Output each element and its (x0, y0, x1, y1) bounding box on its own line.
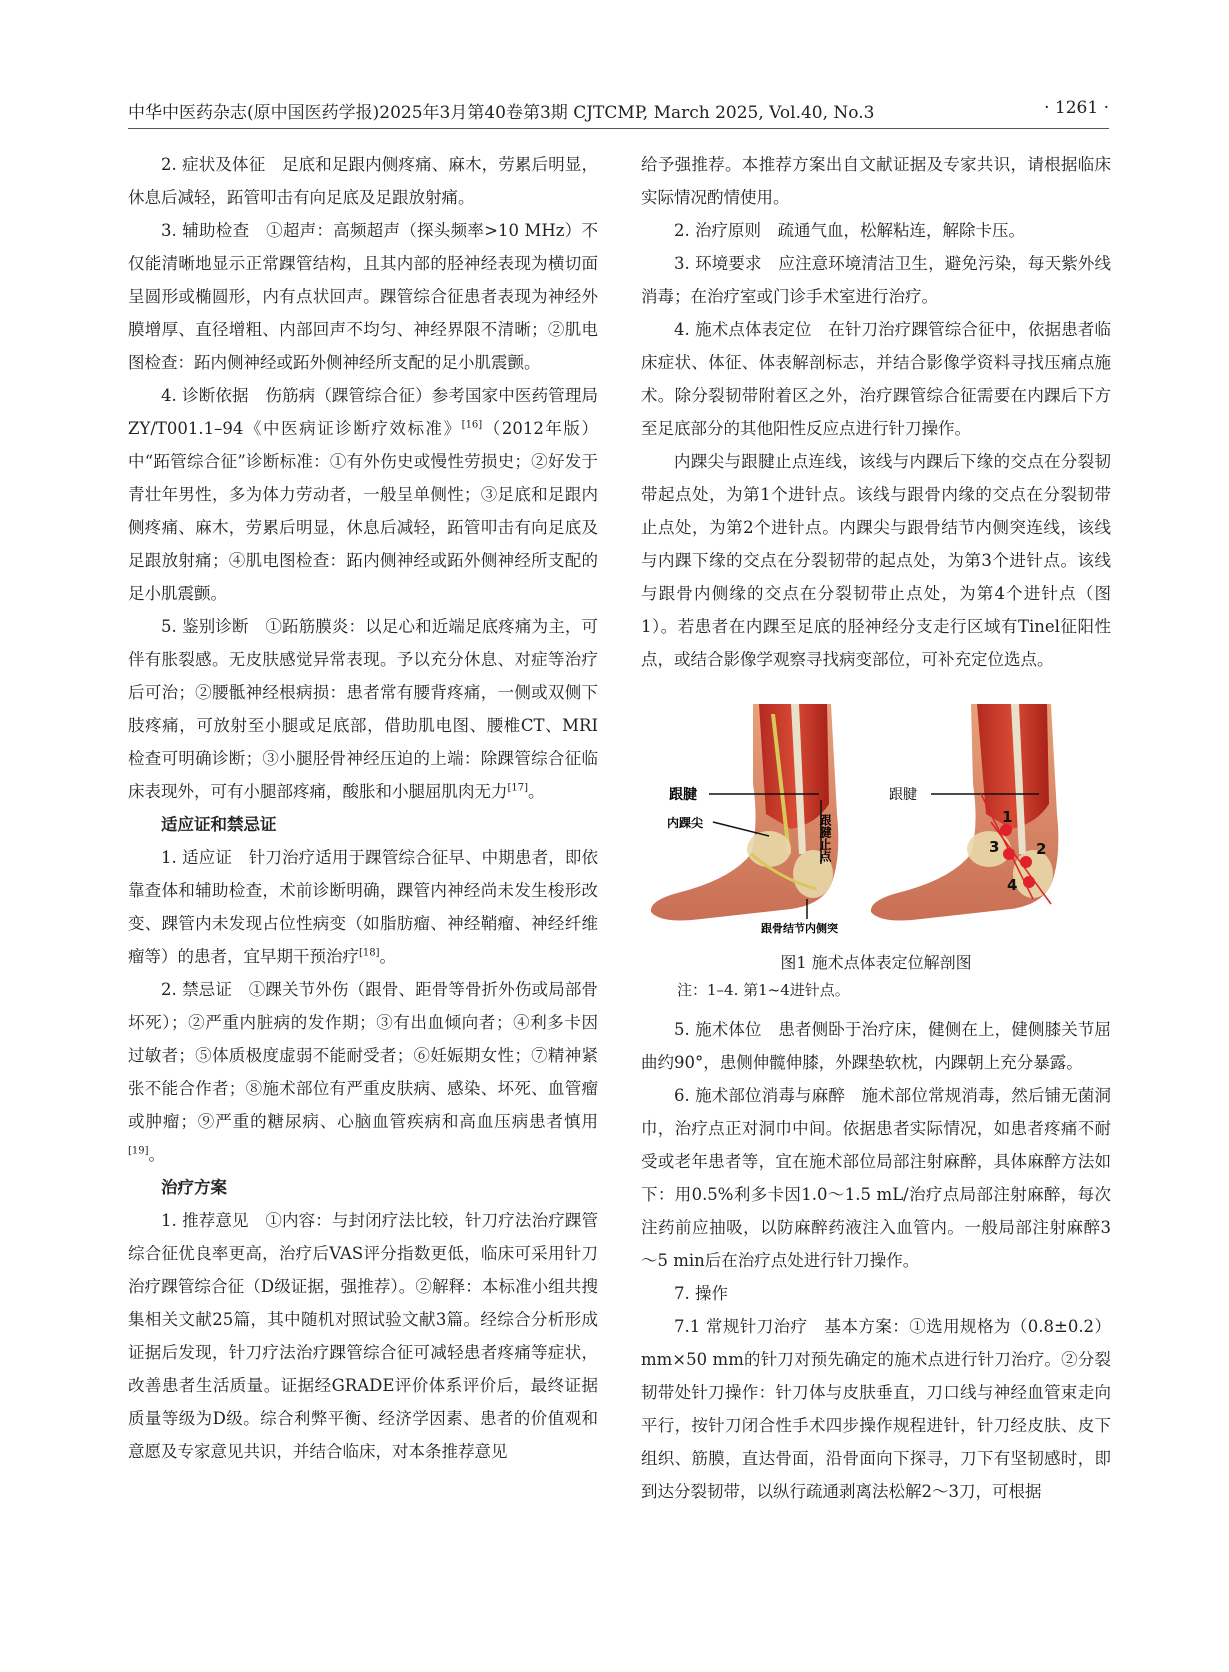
running-header (128, 96, 1109, 129)
right-column (641, 148, 1111, 1508)
paragraph-text: ①超声：高频超声（探头频率>10 MHz）不仅能清晰地显示正常踝管结构，且其内部的胫神经表现为横切面呈圆形或椭圆形，内有点状回声。踝管综合征患者表现为神经外膜增厚、直径增粗、内部回声不均匀、神经界限不清晰；②肌电图检查：跖内侧神经或跖外侧神经所支配的足小肌震颤。 (128, 221, 598, 372)
paragraph-lead: 4. 施术点体表定位 (674, 320, 829, 339)
left-column (128, 148, 598, 1468)
label-point-2: 2 (1036, 840, 1047, 858)
paragraph-text: 针刀治疗适用于踝管综合征早、中期患者，即依靠查体和辅助检查，术前诊断明确，踝管内神经尚未发生梭形改变、踝管内未发现占位性病变（如脂肪瘤、神经鞘瘤、神经纤维瘤等）的患者，宜早期干预治疗 (128, 848, 599, 966)
paragraph-text: 。 (148, 1145, 166, 1164)
paragraph-lead: 2. 症状及体征 (161, 155, 282, 174)
paragraph (128, 214, 598, 379)
paragraph (641, 247, 1111, 313)
paragraph (641, 1277, 1111, 1310)
paragraph (641, 214, 1111, 247)
label-achilles-right: 跟腱 (889, 787, 917, 803)
journal-citation: 中华中医药杂志(原中国医药学报)2025年3月第40卷第3期 CJTCMP, March 2025, Vol.40, No.3 (128, 103, 875, 123)
paragraph-text: 足底和足跟内侧疼痛、麻木，劳累后明显，休息后减轻，跖管叩击有向足底及足跟放射痛。 (128, 155, 598, 207)
section-heading: 治疗方案 (161, 1178, 227, 1197)
paragraph-text: （2012年版）中“跖管综合征”诊断标准：①有外伤史或慢性劳损史；②好发于青壮年男性，多为体力劳动者，一般呈单侧性；③足底和足跟内侧疼痛、麻木，劳累后明显，休息后减轻，跖管叩击有向足底及足跟放射痛；④肌电图检查：跖内侧神经或跖外侧神经所支配的足小肌震颤。 (128, 419, 598, 603)
label-point-4: 4 (1007, 876, 1018, 894)
paragraph-text: 应注意环境清洁卫生，避免污染，每天紫外线消毒；在治疗室或门诊手术室进行治疗。 (641, 254, 1111, 306)
paragraph-text: 伤筋病（踝管综合征）参考国家中医药管理局ZY/T001.1–94《中医病证诊断疗效标准》 (128, 386, 598, 438)
paragraph-lead: 6. 施术部位消毒与麻醉 (674, 1086, 862, 1105)
label-calcaneus: 跟骨结节内侧突 (761, 922, 838, 935)
paragraph-text: 。 (379, 947, 397, 966)
paragraph (128, 1204, 598, 1468)
paragraph-lead: 3. 环境要求 (674, 254, 779, 273)
right-column-top (641, 148, 1111, 676)
needle-point-3 (1003, 848, 1015, 860)
needle-point-2 (1020, 856, 1032, 868)
paragraph-lead: 5. 施术体位 (674, 1020, 779, 1039)
paragraph-lead: 2. 治疗原则 (674, 221, 778, 240)
paragraph-text: ①踝关节外伤（跟骨、距骨等骨折外伤或局部骨坏死）；②严重内脏病的发作期；③有出血倾向者；④利多卡因过敏者；⑤体质极度虚弱不能耐受者；⑥妊娠期女性；⑦精神紧张不能合作者；⑧施术部位有严重皮肤病、感染、坏死、血管瘤或肿瘤；⑨严重的糖尿病、心脑血管疾病和高血压病患者慎用 (128, 980, 599, 1131)
label-achilles: 跟腱 (669, 787, 697, 803)
figure-note: 注：1–4. 第1~4进针点。 (677, 981, 850, 999)
citation-ref: [18] (359, 947, 380, 959)
page-number: · 1261 · (1044, 98, 1109, 118)
paragraph-text: 内踝尖与跟腱止点连线，该线与内踝后下缘的交点在分裂韧带起点处，为第1个进针点。该线与跟骨内缘的交点在分裂韧带止点处，为第2个进针点。内踝尖与跟骨结节内侧突连线，该线与内踝下缘的交点在分裂韧带的起点处，为第3个进针点。该线与跟骨内侧缘的交点在分裂韧带止点处，为第4个进针点（图1）。若患者在内踝至足底的胫神经分支走行区域有Tinel征阳性点，或结合影像学观察寻找病变部位，可补充定位选点。 (641, 452, 1111, 669)
anatomy-figure (641, 704, 1111, 947)
citation-ref: [17] (507, 782, 529, 794)
paragraph (128, 841, 598, 973)
label-point-3: 3 (989, 838, 1000, 856)
paragraph-lead: 5. 鉴别诊断 (161, 617, 266, 636)
paragraph-text: ①内容：与封闭疗法比较，针刀疗法治疗踝管综合征优良率更高，治疗后VAS评分指数更低，临床可采用针刀治疗踝管综合征（D级证据，强推荐）。②解释：本标准小组共搜集相关文献25篇，其中随机对照试验文献3篇。经综合分析形成证据后发现，针刀疗法治疗踝管综合征可减轻患者疼痛等症状，改善患者生活质量。证据经GRADE评价体系评价后，最终证据质量等级为D级。综合利弊平衡、经济学因素、患者的价值观和意愿及专家意见共识，并结合临床，对本条推荐意见 (128, 1211, 598, 1461)
label-insertion: 跟腱止点 (818, 814, 832, 862)
label-malleolus: 内踝尖 (667, 816, 704, 830)
right-foot-illustration (871, 704, 1058, 920)
paragraph-text: 在针刀治疗踝管综合征中，依据患者临床症状、体征、体表解剖标志，并结合影像学资料寻找压痛点施术。除分裂韧带附着区之外，治疗踝管综合征需要在内踝后下方至足底部分的其他阳性反应点进行针刀操作。 (641, 320, 1111, 438)
paragraph-text: 疏通气血，松解粘连，解除卡压。 (777, 221, 1025, 240)
citation-ref: [16] (461, 419, 483, 431)
paragraph-lead: 7.1 常规针刀治疗 (674, 1317, 825, 1336)
paragraph-lead: 1. 适应证 (161, 848, 249, 867)
paragraph (128, 379, 598, 610)
paragraph-text: ①跖筋膜炎：以足心和近端足底疼痛为主，可伴有胀裂感。无皮肤感觉异常表现。予以充分休息、对症等治疗后可治；②腰骶神经根病损：患者常有腰背疼痛，一侧或双侧下肢疼痛，可放射至小腿或足底部，借助肌电图、腰椎CT、MRI检查可明确诊断；③小腿胫骨神经压迫的上端：除踝管综合征临床表现外，可有小腿部疼痛，酸胀和小腿屈肌肉无力 (128, 617, 598, 801)
needle-point-4 (1023, 876, 1035, 888)
right-column-bottom (641, 1013, 1111, 1508)
paragraph (641, 1013, 1111, 1079)
paragraph (641, 313, 1111, 445)
paragraph-lead: 3. 辅助检查 (161, 221, 267, 240)
paragraph-text: 患者侧卧于治疗床，健侧在上，健侧膝关节屈曲约90°，患侧伸髋伸膝，外踝垫软枕，内踝朝上充分暴露。 (641, 1020, 1111, 1072)
paragraph-text: 给予强推荐。本推荐方案出自文献证据及专家共识，请根据临床实际情况酌情使用。 (641, 155, 1111, 207)
paragraph (128, 610, 598, 808)
paragraph-text: 施术部位常规消毒，然后铺无菌洞巾，治疗点正对洞巾中间。依据患者实际情况，如患者疼痛不耐受或老年患者等，宜在施术部位局部注射麻醉，具体麻醉方法如下：用0.5%利多卡因1.0～1.5 mL/治疗点局部注射麻醉，每次注药前应抽吸，以防麻醉药液注入血管内。一般局部注射麻醉3～5 min后在治疗点处进行针刀操作。 (641, 1086, 1111, 1270)
figure-caption: 图1 施术点体表定位解剖图 (780, 953, 972, 972)
citation-ref: [19] (128, 1145, 149, 1157)
paragraph-lead: 4. 诊断依据 (161, 386, 266, 405)
paragraph (641, 445, 1111, 676)
paragraph (641, 1310, 1111, 1508)
paragraph-lead: 1. 推荐意见 (161, 1211, 266, 1230)
paragraph (128, 148, 598, 214)
paragraph-text: 7. 操作 (674, 1284, 728, 1303)
paragraph (128, 973, 598, 1171)
paragraph-text: 基本方案：①选用规格为（0.8±0.2）mm×50 mm的针刀对预先确定的施术点进行针刀治疗。②分裂韧带处针刀操作：针刀体与皮肤垂直，刀口线与神经血管束走向平行，按针刀闭合性手术四步操作规程进针，针刀经皮肤、皮下组织、筋膜，直达骨面，沿骨面向下探寻，刀下有坚韧感时，即到达分裂韧带，以纵行疏通剥离法松解2～3刀，可根据 (641, 1317, 1111, 1501)
paragraph (641, 1079, 1111, 1277)
paragraph-text: 。 (528, 782, 545, 801)
label-point-1: 1 (1002, 808, 1013, 826)
figure-1 (641, 704, 1111, 947)
paragraph-lead: 2. 禁忌证 (161, 980, 249, 999)
section-heading: 适应证和禁忌证 (161, 815, 277, 834)
left-foot-illustration (651, 704, 838, 920)
paragraph (641, 148, 1111, 214)
